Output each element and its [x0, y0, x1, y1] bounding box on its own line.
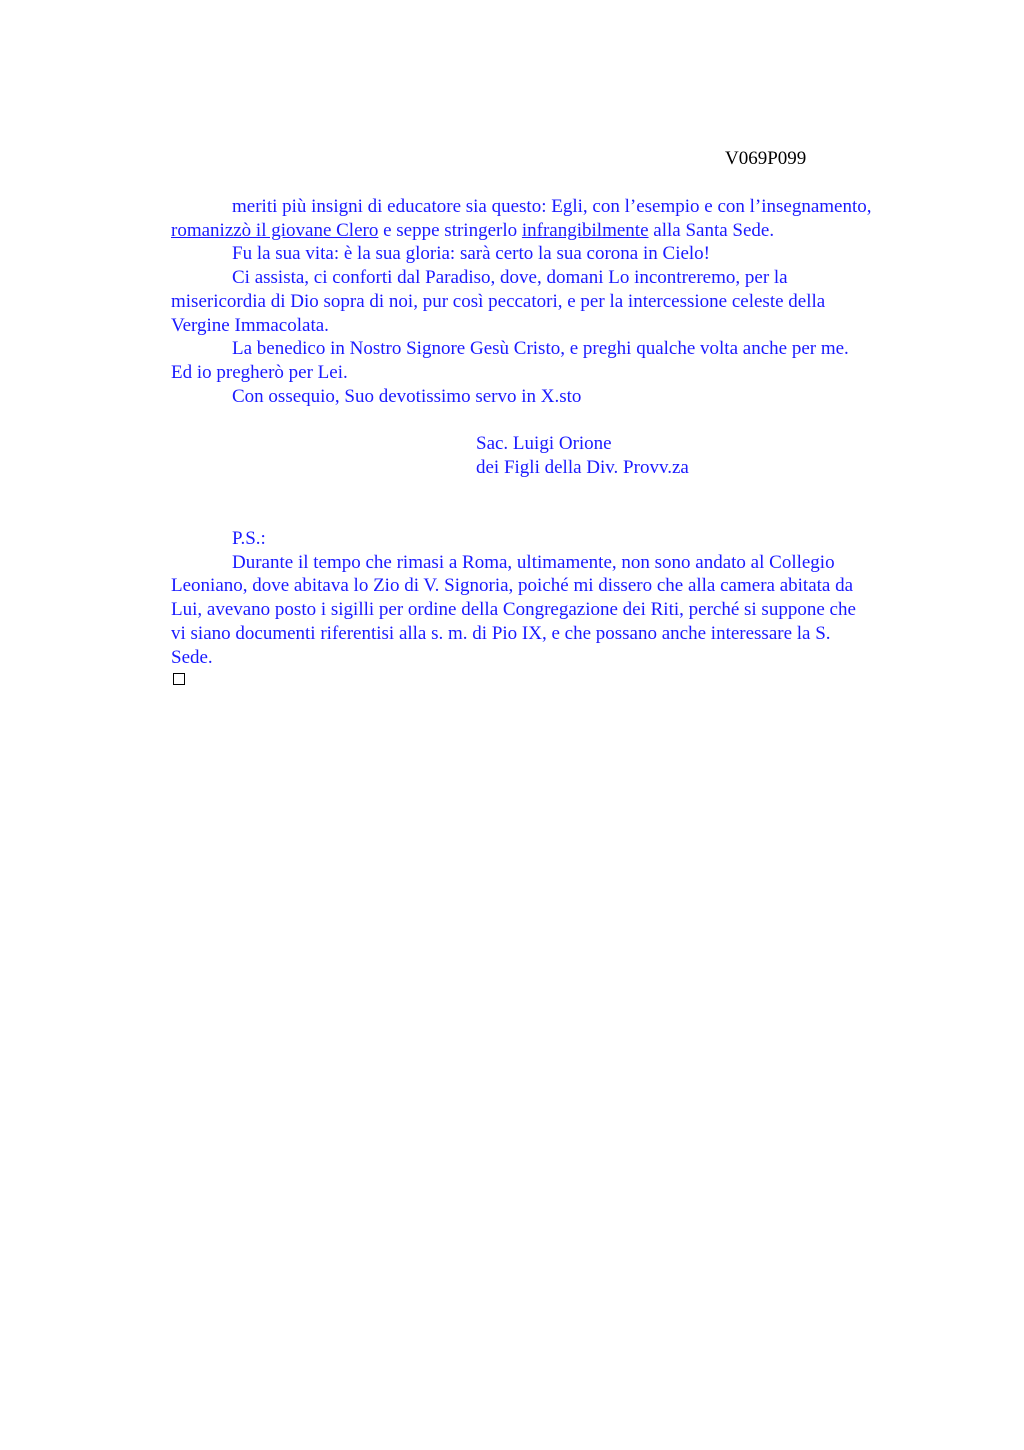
paragraph-line: Ed io pregherò per Lei. — [171, 361, 348, 383]
paragraph-1 — [171, 195, 931, 242]
paragraph-line: vi siano documenti riferentisi alla s. m. di Pio IX, e che possano anche interessare la S. — [171, 622, 831, 644]
paragraph-line: misericordia di Dio sopra di noi, pur così peccatori, e per la intercessione celeste della — [171, 290, 826, 312]
postscript-label-para — [171, 527, 931, 551]
underlined-word: infrangibilmente — [521, 219, 649, 241]
paragraph-3 — [171, 266, 931, 337]
paragraph-4 — [171, 337, 931, 384]
paragraph-2 — [171, 242, 931, 266]
paragraph-line: Durante il tempo che rimasi a Roma, ultimamente, non sono andato al Collegio — [232, 551, 835, 573]
postscript-label: P.S.: — [232, 528, 266, 549]
paragraph-line: Fu la sua vita: è la sua gloria: sarà certo la sua corona in Cielo! — [232, 243, 711, 265]
signature-block — [476, 432, 689, 479]
end-marker-box-icon — [173, 673, 185, 685]
signature-name: Sac. Luigi Orione — [476, 433, 612, 454]
paragraph-line: La benedico in Nostro Signore Gesù Cristo, e preghi qualche volta anche per me. — [232, 338, 849, 360]
paragraph-line: Sede. — [171, 646, 213, 668]
paragraph-line — [171, 219, 931, 243]
paragraph-5 — [171, 385, 931, 409]
paragraph-line: Vergine Immacolata. — [171, 314, 329, 336]
underlined-phrase: romanizzò il giovane Clero — [171, 219, 379, 241]
paragraph-line: Lui, avevano posto i sigilli per ordine della Congregazione dei Riti, perché si suppone che — [171, 599, 856, 621]
postscript — [171, 527, 931, 669]
paragraph-line: meriti più insigni di educatore sia questo: Egli, con l’esempio e con l’insegnamento, — [232, 196, 872, 217]
paragraph-line: Leoniano, dove abitava lo Zio di V. Signoria, poiché mi dissero che alla camera abitata da — [171, 575, 854, 597]
paragraph-line: Ci assista, ci conforti dal Paradiso, dove, domani Lo incontreremo, per la — [232, 267, 788, 289]
letter-body — [171, 195, 931, 408]
postscript-paragraph — [171, 551, 931, 670]
text-fragment: e seppe stringerlo — [378, 219, 522, 241]
signature-congregation: dei Figli della Div. Provv.za — [476, 456, 689, 478]
closing-line: Con ossequio, Suo devotissimo servo in X.sto — [232, 385, 582, 407]
page-reference: V069P099 — [725, 148, 807, 169]
text-fragment: alla Santa Sede. — [648, 219, 775, 241]
